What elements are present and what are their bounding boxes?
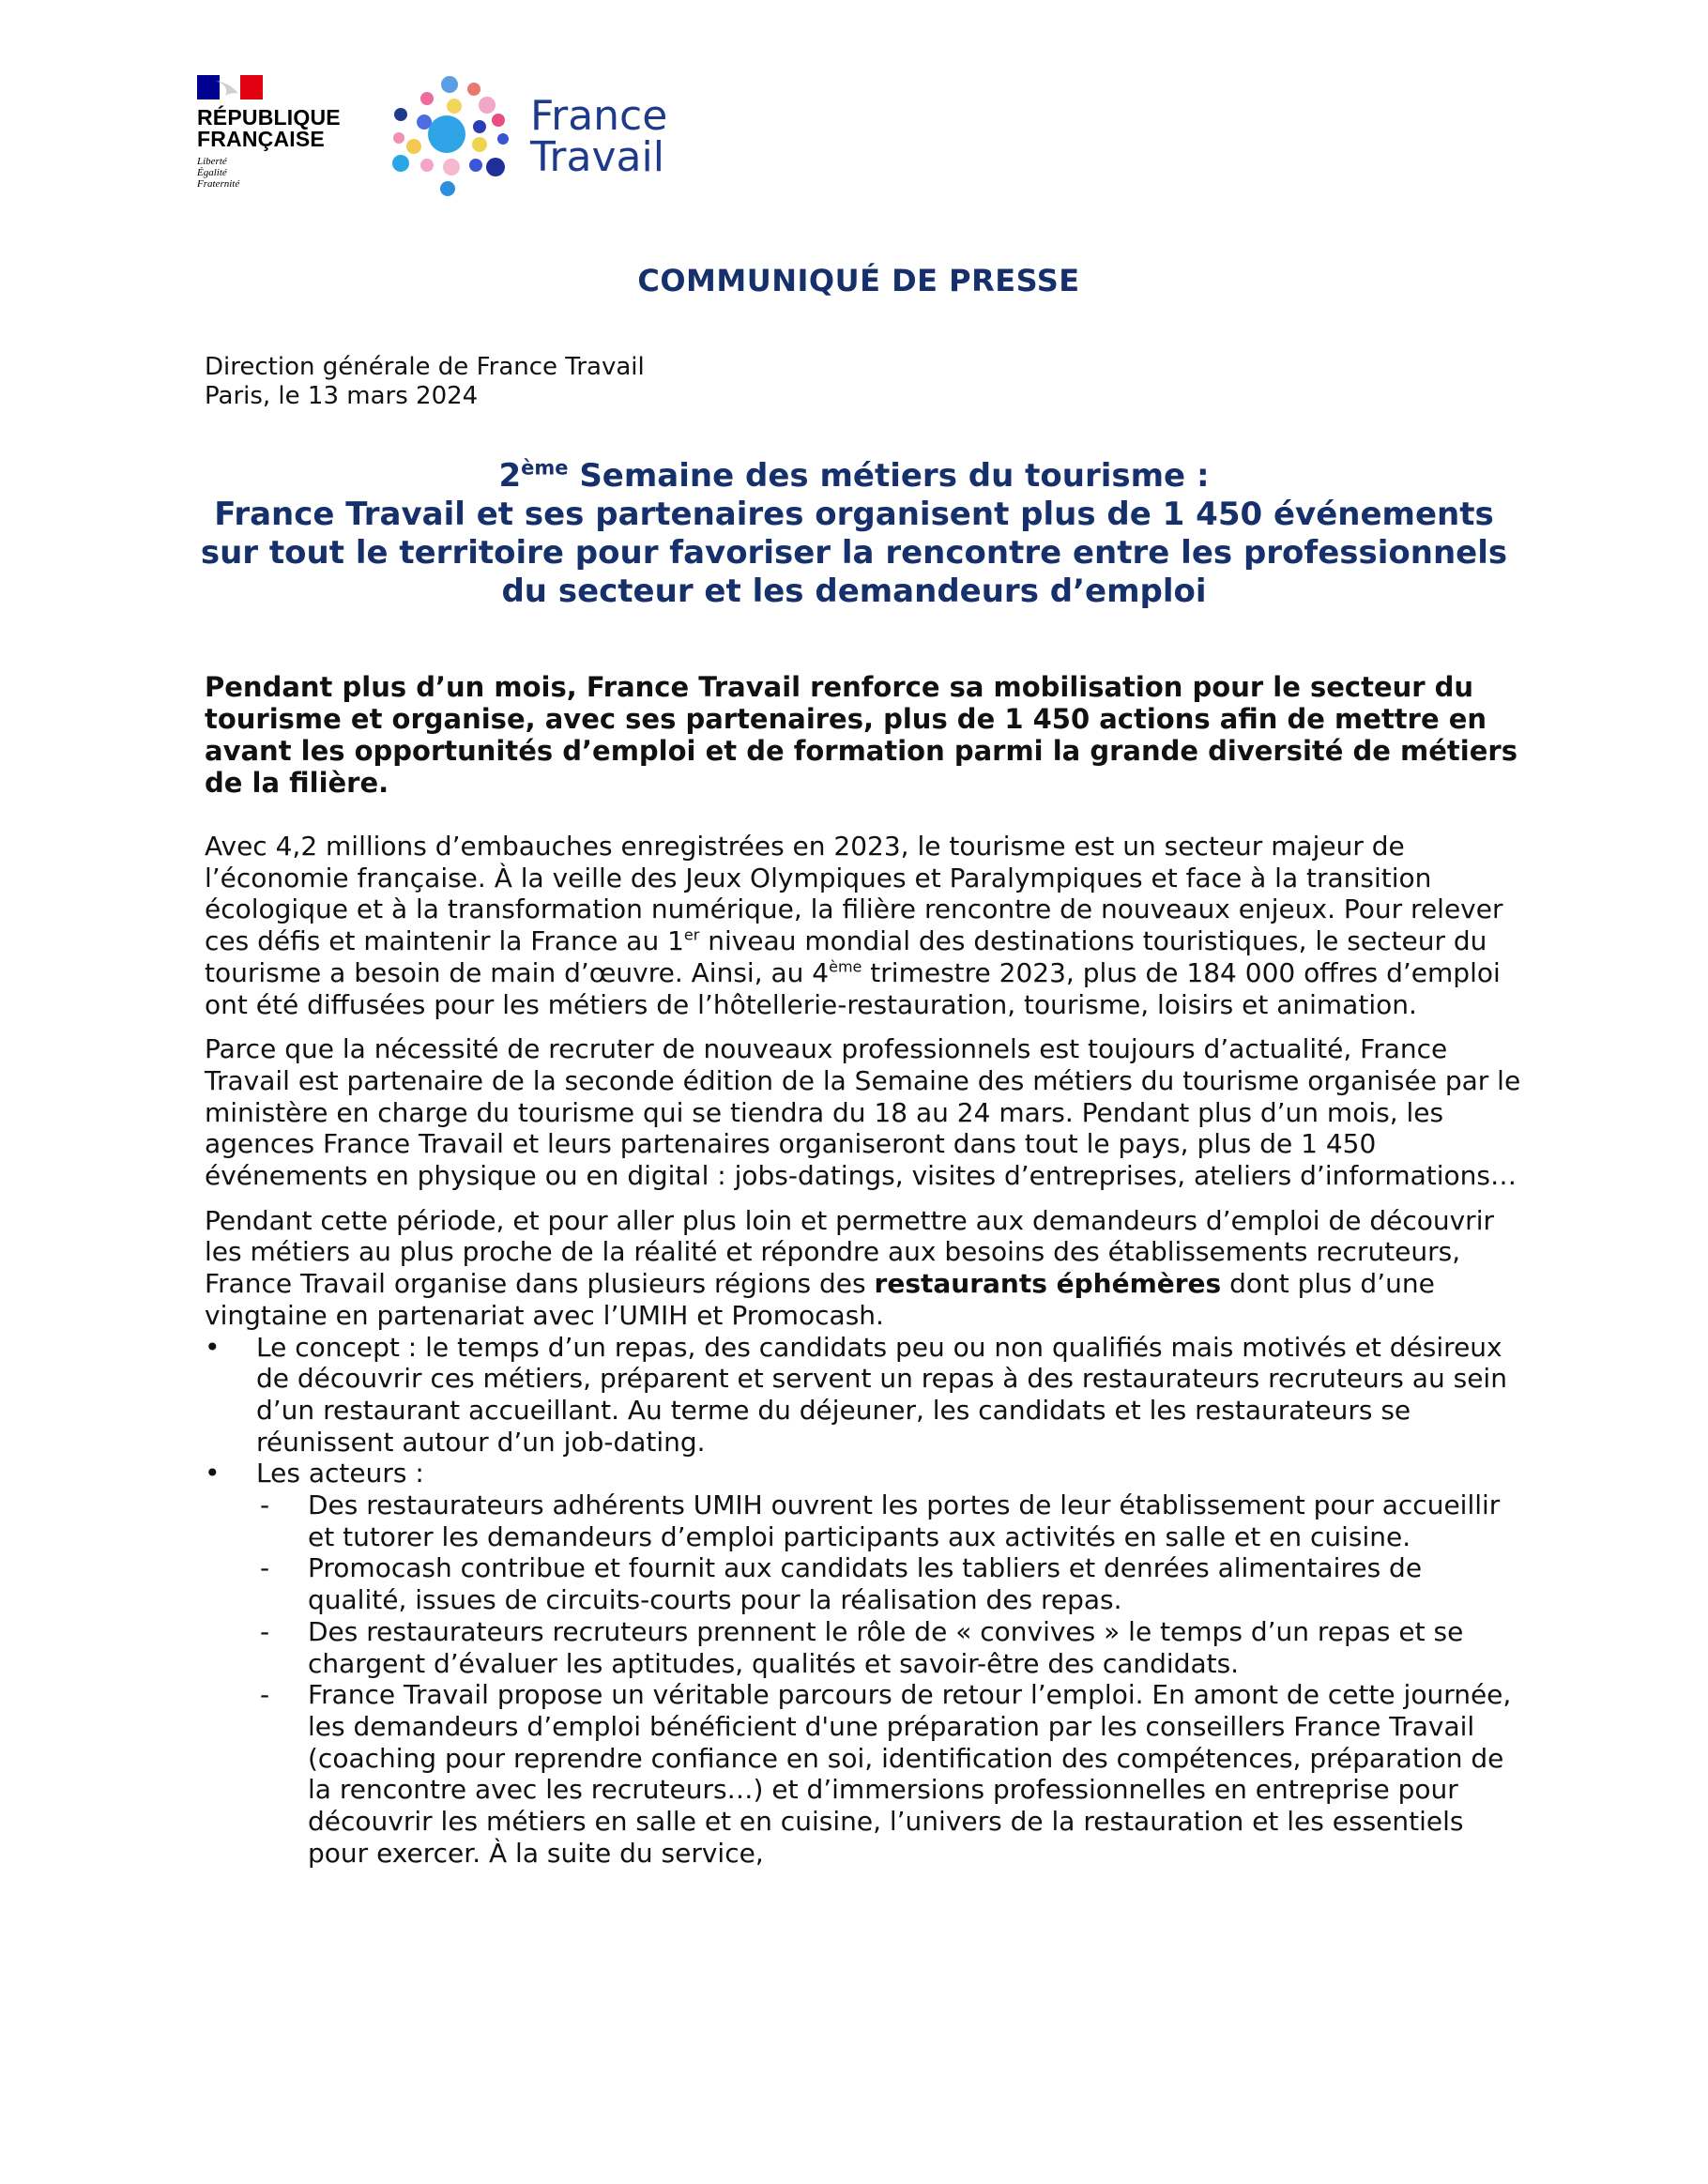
motto-liberte: Liberté <box>197 156 227 167</box>
headline-number: 2 <box>498 457 522 495</box>
bullet-icon: • <box>205 1331 221 1363</box>
republique-line-2: FRANÇAISE <box>197 127 325 151</box>
actor-item <box>256 1616 1523 1679</box>
republique-name <box>197 107 357 150</box>
actor-item <box>256 1679 1523 1869</box>
republique-motto <box>197 156 357 190</box>
actor-item <box>256 1489 1523 1552</box>
issuer-block <box>205 353 645 411</box>
dash-icon: - <box>260 1489 270 1521</box>
france-travail-dots-icon <box>389 75 516 197</box>
bullet-icon: • <box>205 1458 221 1489</box>
para1-part3: trimestre 2023, plus de 184 000 offres d’emploi ont été diffusées pour les métiers de l’hôtellerie-restauration, tourisme, loisirs et animation. <box>205 956 1501 1020</box>
para1-sup2: ème <box>829 957 862 976</box>
dash-icon: - <box>260 1679 270 1711</box>
para3-part2: dont plus d’une vingtaine en partenariat avec l’UMIH et Promocash. <box>205 1268 1435 1331</box>
french-flag-icon <box>197 75 263 99</box>
bullet-actors-text: Les acteurs : <box>256 1458 424 1489</box>
body-text <box>205 831 1523 1870</box>
actor-text: Promocash contribue et fournit aux candidats les tabliers et denrées alimentaires de qualité, issues de circuits-courts pour la réalisation des repas. <box>308 1552 1423 1616</box>
dash-icon: - <box>260 1615 270 1647</box>
actor-text: Des restaurateurs adhérents UMIH ouvrent les portes de leur établissement pour accueillir et tutorer les demandeurs d’emploi participants aux activités en salle et en cuisine. <box>308 1489 1501 1552</box>
para1-sup1: er <box>683 925 700 944</box>
actor-item <box>256 1552 1523 1615</box>
headline-ordinal: ème <box>521 456 569 480</box>
para3-part1: Pendant cette période, et pour aller plus loin et permettre aux demandeurs d’emploi de découvrir les métiers au plus proche de la réalité et répondre aux besoins des établissements recruteurs, France Travail organise dans plusieurs régions des <box>205 1204 1494 1300</box>
para1-part2: niveau mondial des destinations touristiques, le secteur du tourisme a besoin de main d’œuvre. Ainsi, au 4 <box>205 925 1487 988</box>
bullet-item-actors <box>205 1458 1523 1869</box>
paragraph-restaurants <box>205 1205 1523 1332</box>
place-date: Paris, le 13 mars 2024 <box>205 382 479 410</box>
para3-bold: restaurants éphémères <box>874 1268 1222 1300</box>
actor-text: Des restaurateurs recruteurs prennent le rôle de « convives » le temps d’un repas et se chargent d’évaluer les aptitudes, qualités et savoir-être des candidats. <box>308 1615 1464 1679</box>
france-travail-wordmark <box>530 92 668 181</box>
bullet-concept-text: Le concept : le temps d’un repas, des candidats peu ou non qualifiés mais motivés et désireux de découvrir ces métiers, préparent et servent un repas à des restaurateurs recruteurs au sein d’un restaurant accueillant. Au terme du déjeuner, les candidats et les restaurateurs se réunissent autour d’un job-dating. <box>256 1331 1507 1458</box>
para1-part1: Avec 4,2 millions d’embauches enregistrées en 2023, le tourisme est un secteur majeur de l’économie française. À la veille des Jeux Olympiques et Paralympiques et face à la transition écologique et à la transformation numérique, la filière rencontre de nouveaux enjeux. Pour relever ces défis et maintenir la France au 1 <box>205 831 1503 957</box>
headline <box>188 457 1520 611</box>
paragraph-partnership: Parce que la nécessité de recruter de nouveaux professionnels est toujours d’actualité, France Travail est partenaire de la seconde édition de la Semaine des métiers du tourisme organisée par le ministère en charge du tourisme qui se tiendra du 18 au 24 mars. Pendant plus d’un mois, les agences France Travail et leurs partenaires organiseront dans tout le pays, plus de 1 450 événements en physique ou en digital : jobs-datings, visites d’entreprises, ateliers d’informations… <box>205 1033 1521 1192</box>
france-travail-logo <box>389 75 699 197</box>
issuer: Direction générale de France Travail <box>205 353 645 381</box>
headline-title: Semaine des métiers du tourisme : <box>568 457 1210 495</box>
republique-francaise-logo <box>197 75 357 202</box>
brand-line-1: France <box>530 92 668 140</box>
republique-line-1: RÉPUBLIQUE <box>197 105 341 130</box>
headline-rest: France Travail et ses partenaires organisent plus de 1 450 événements sur tout le territoire pour favoriser la rencontre entre les professionnels du secteur et les demandeurs d’emploi <box>200 496 1508 610</box>
lead-paragraph: Pendant plus d’un mois, France Travail renforce sa mobilisation pour le secteur du tourisme et organise, avec ses partenaires, plus de 1 450 actions afin de mettre en avant les opportunités d’emploi et de formation parmi la grande diversité de métiers de la filière. <box>205 671 1517 799</box>
motto-fraternite: Fraternité <box>197 178 240 190</box>
actor-text: France Travail propose un véritable parcours de retour l’emploi. En amont de cette journée, les demandeurs d’emploi bénéficient d'une préparation par les conseillers France Travail (coaching pour reprendre confiance en soi, identification des compétences, préparation de la rencontre avec les recruteurs…) et d’immersions professionnelles en entreprise pour découvrir les métiers en salle et en cuisine, l’univers de la restauration et les essentiels pour exercer. À la suite du service, <box>308 1679 1512 1869</box>
headline-line-1 <box>188 457 1520 496</box>
bullet-item-concept <box>205 1332 1523 1459</box>
actors-list <box>256 1489 1523 1869</box>
dash-icon: - <box>260 1552 270 1584</box>
paragraph-context <box>205 831 1523 1020</box>
brand-line-2: Travail <box>530 133 664 181</box>
press-release-label: COMMUNIQUÉ DE PRESSE <box>637 263 1080 298</box>
bullet-list <box>205 1332 1523 1870</box>
motto-egalite: Égalité <box>197 167 227 178</box>
